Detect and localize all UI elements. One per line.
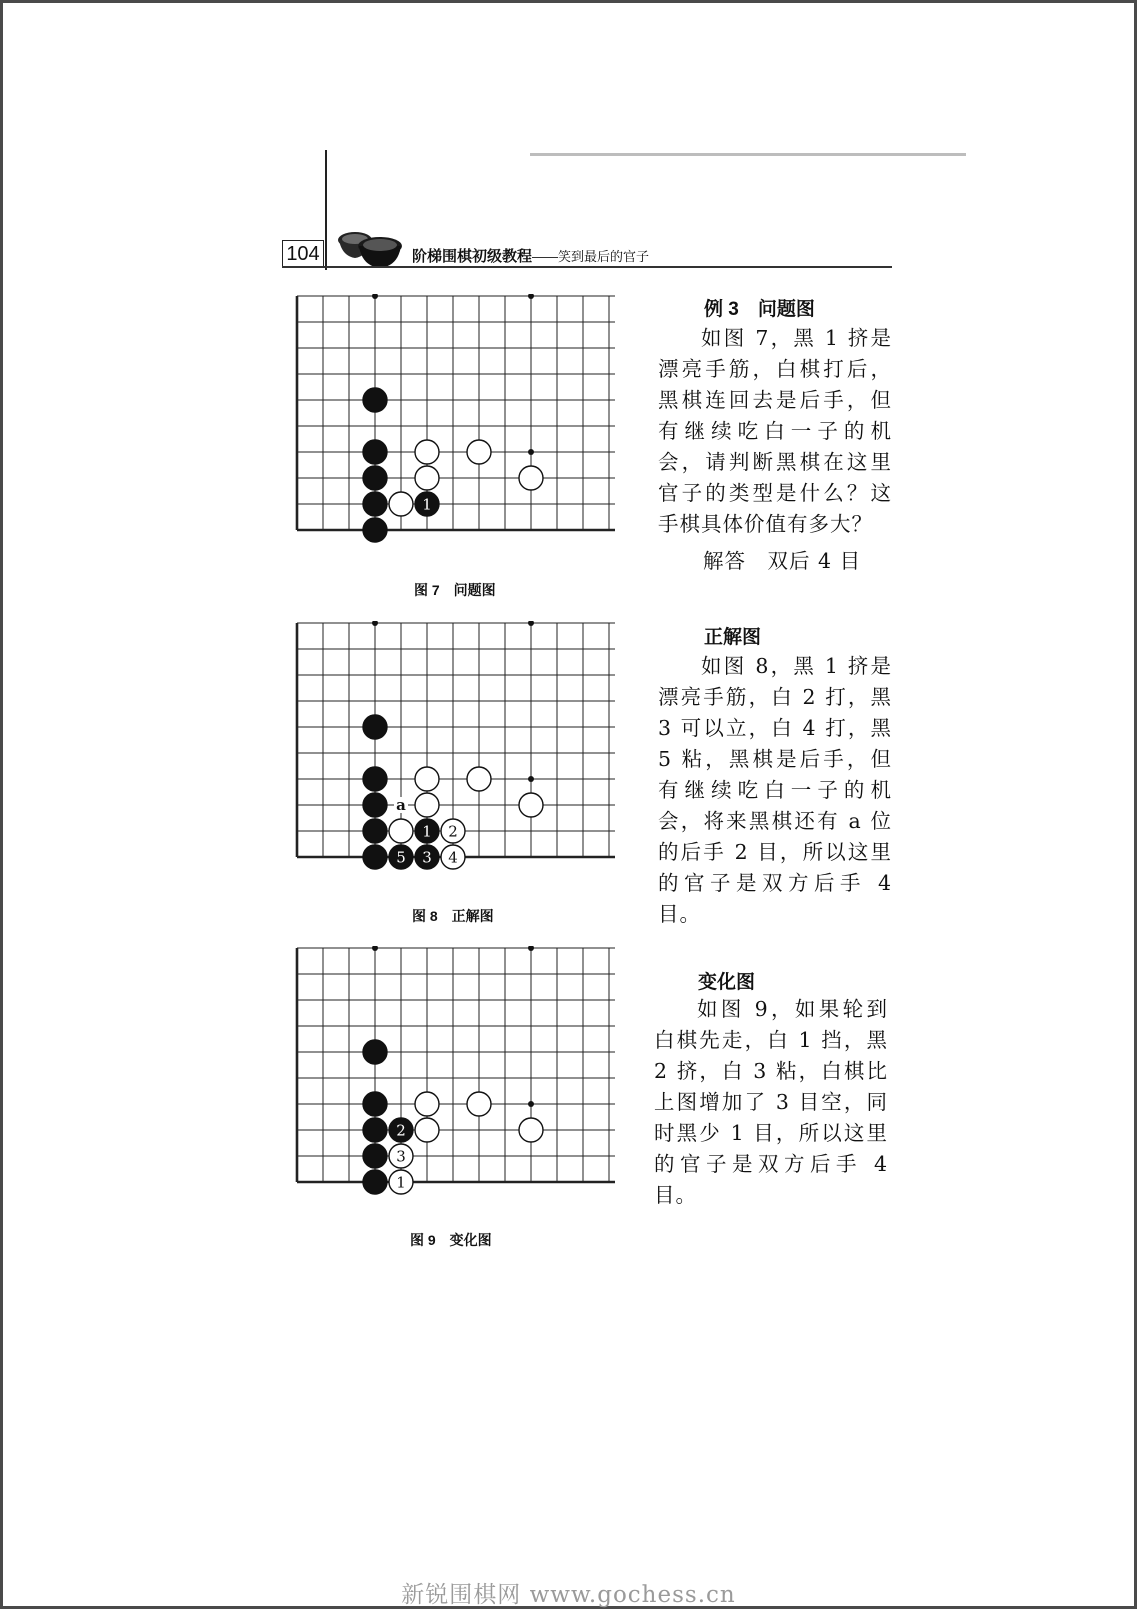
white-stone <box>415 1118 439 1142</box>
white-stone <box>415 1092 439 1116</box>
white-stone <box>389 819 413 843</box>
example-heading-text: 例 3 问题图 <box>704 299 815 320</box>
black-stone <box>363 1144 387 1168</box>
header-rule <box>282 266 892 268</box>
variation-heading-text: 变化图 <box>698 972 756 993</box>
solution-heading-text: 正解图 <box>704 627 762 648</box>
star-point <box>528 1101 534 1107</box>
solution-paragraph: 如图 8，黑 1 挤是漂亮手筋，白 2 打，黑 3 可以立，白 4 打，黑 5 粘，黑棋是后手，但有继续吃白一子的机会，将来黑棋还有 a 位的后手 2 目，所以这里的官子是双方后手 4 目。 <box>658 654 892 926</box>
black-stone <box>363 1092 387 1116</box>
book-title-main: 阶梯围棋初级教程 <box>412 248 533 265</box>
white-stone <box>467 767 491 791</box>
example-answer: 解答 双后 4 目 <box>703 549 862 573</box>
book-title <box>412 245 649 266</box>
move-number-label: 1 <box>396 1173 406 1192</box>
variation-heading <box>698 967 755 994</box>
go-board-figure-7 <box>290 294 630 556</box>
star-point <box>372 946 378 951</box>
figure-8-caption: 图 8 正解图 <box>412 908 494 924</box>
white-stone <box>467 1092 491 1116</box>
move-number-label: 3 <box>422 848 432 867</box>
solution-heading <box>704 622 761 649</box>
point-letter-label: a <box>396 796 406 814</box>
header-vertical-rule <box>325 150 327 270</box>
star-point <box>528 946 534 951</box>
white-stone <box>415 767 439 791</box>
white-stone <box>389 492 413 516</box>
figure-9-caption: 图 9 变化图 <box>410 1232 492 1248</box>
white-stone <box>519 466 543 490</box>
star-point <box>528 294 534 299</box>
figure-7-caption: 图 7 问题图 <box>414 582 496 598</box>
black-stone <box>363 492 387 516</box>
move-number-label: 1 <box>422 822 432 841</box>
black-stone <box>363 1170 387 1194</box>
white-stone <box>415 440 439 464</box>
example-paragraph: 如图 7，黑 1 挤是漂亮手筋，白棋打后，黑棋连回去是后手，但有继续吃白一子的机会，请判断黑棋在这里官子的类型是什么？这手棋具体价值有多大？ <box>658 326 892 536</box>
go-bowls-icon <box>334 226 404 270</box>
go-board-figure-9 <box>290 946 630 1208</box>
white-stone <box>415 793 439 817</box>
star-point <box>528 621 534 626</box>
move-number-label: 2 <box>448 822 458 841</box>
solution-body <box>658 651 892 930</box>
example-heading <box>704 294 815 321</box>
white-stone <box>519 793 543 817</box>
star-point <box>372 621 378 626</box>
example-body <box>658 323 892 540</box>
move-number-label: 2 <box>396 1121 406 1140</box>
variation-paragraph: 如图 9，如果轮到白棋先走，白 1 挡，黑 2 挤，白 3 粘，白棋比上图增加了 3 目空，同时黑少 1 目，所以这里的官子是双方后手 4 目。 <box>654 997 888 1207</box>
go-board-figure-8 <box>290 621 630 883</box>
variation-body <box>654 994 888 1211</box>
footer-watermark: 新锐围棋网 www.gochess.cn <box>401 1582 736 1608</box>
move-number-label: 1 <box>422 495 432 514</box>
star-point <box>372 294 378 299</box>
move-number-label: 4 <box>448 848 458 867</box>
star-point <box>528 449 534 455</box>
star-point <box>528 776 534 782</box>
move-number-label: 5 <box>396 848 406 867</box>
page-number: 104 <box>282 240 324 267</box>
black-stone <box>363 1040 387 1064</box>
black-stone <box>363 1118 387 1142</box>
book-title-sub: ——笑到最后的官子 <box>532 249 650 264</box>
white-stone <box>467 440 491 464</box>
move-number-label: 3 <box>396 1147 406 1166</box>
black-stone <box>363 715 387 739</box>
white-stone <box>415 466 439 490</box>
black-stone <box>363 845 387 869</box>
white-stone <box>519 1118 543 1142</box>
black-stone <box>363 388 387 412</box>
black-stone <box>363 440 387 464</box>
black-stone <box>363 518 387 542</box>
black-stone <box>363 819 387 843</box>
header-top-rule <box>530 153 966 156</box>
black-stone <box>363 767 387 791</box>
black-stone <box>363 466 387 490</box>
black-stone <box>363 793 387 817</box>
